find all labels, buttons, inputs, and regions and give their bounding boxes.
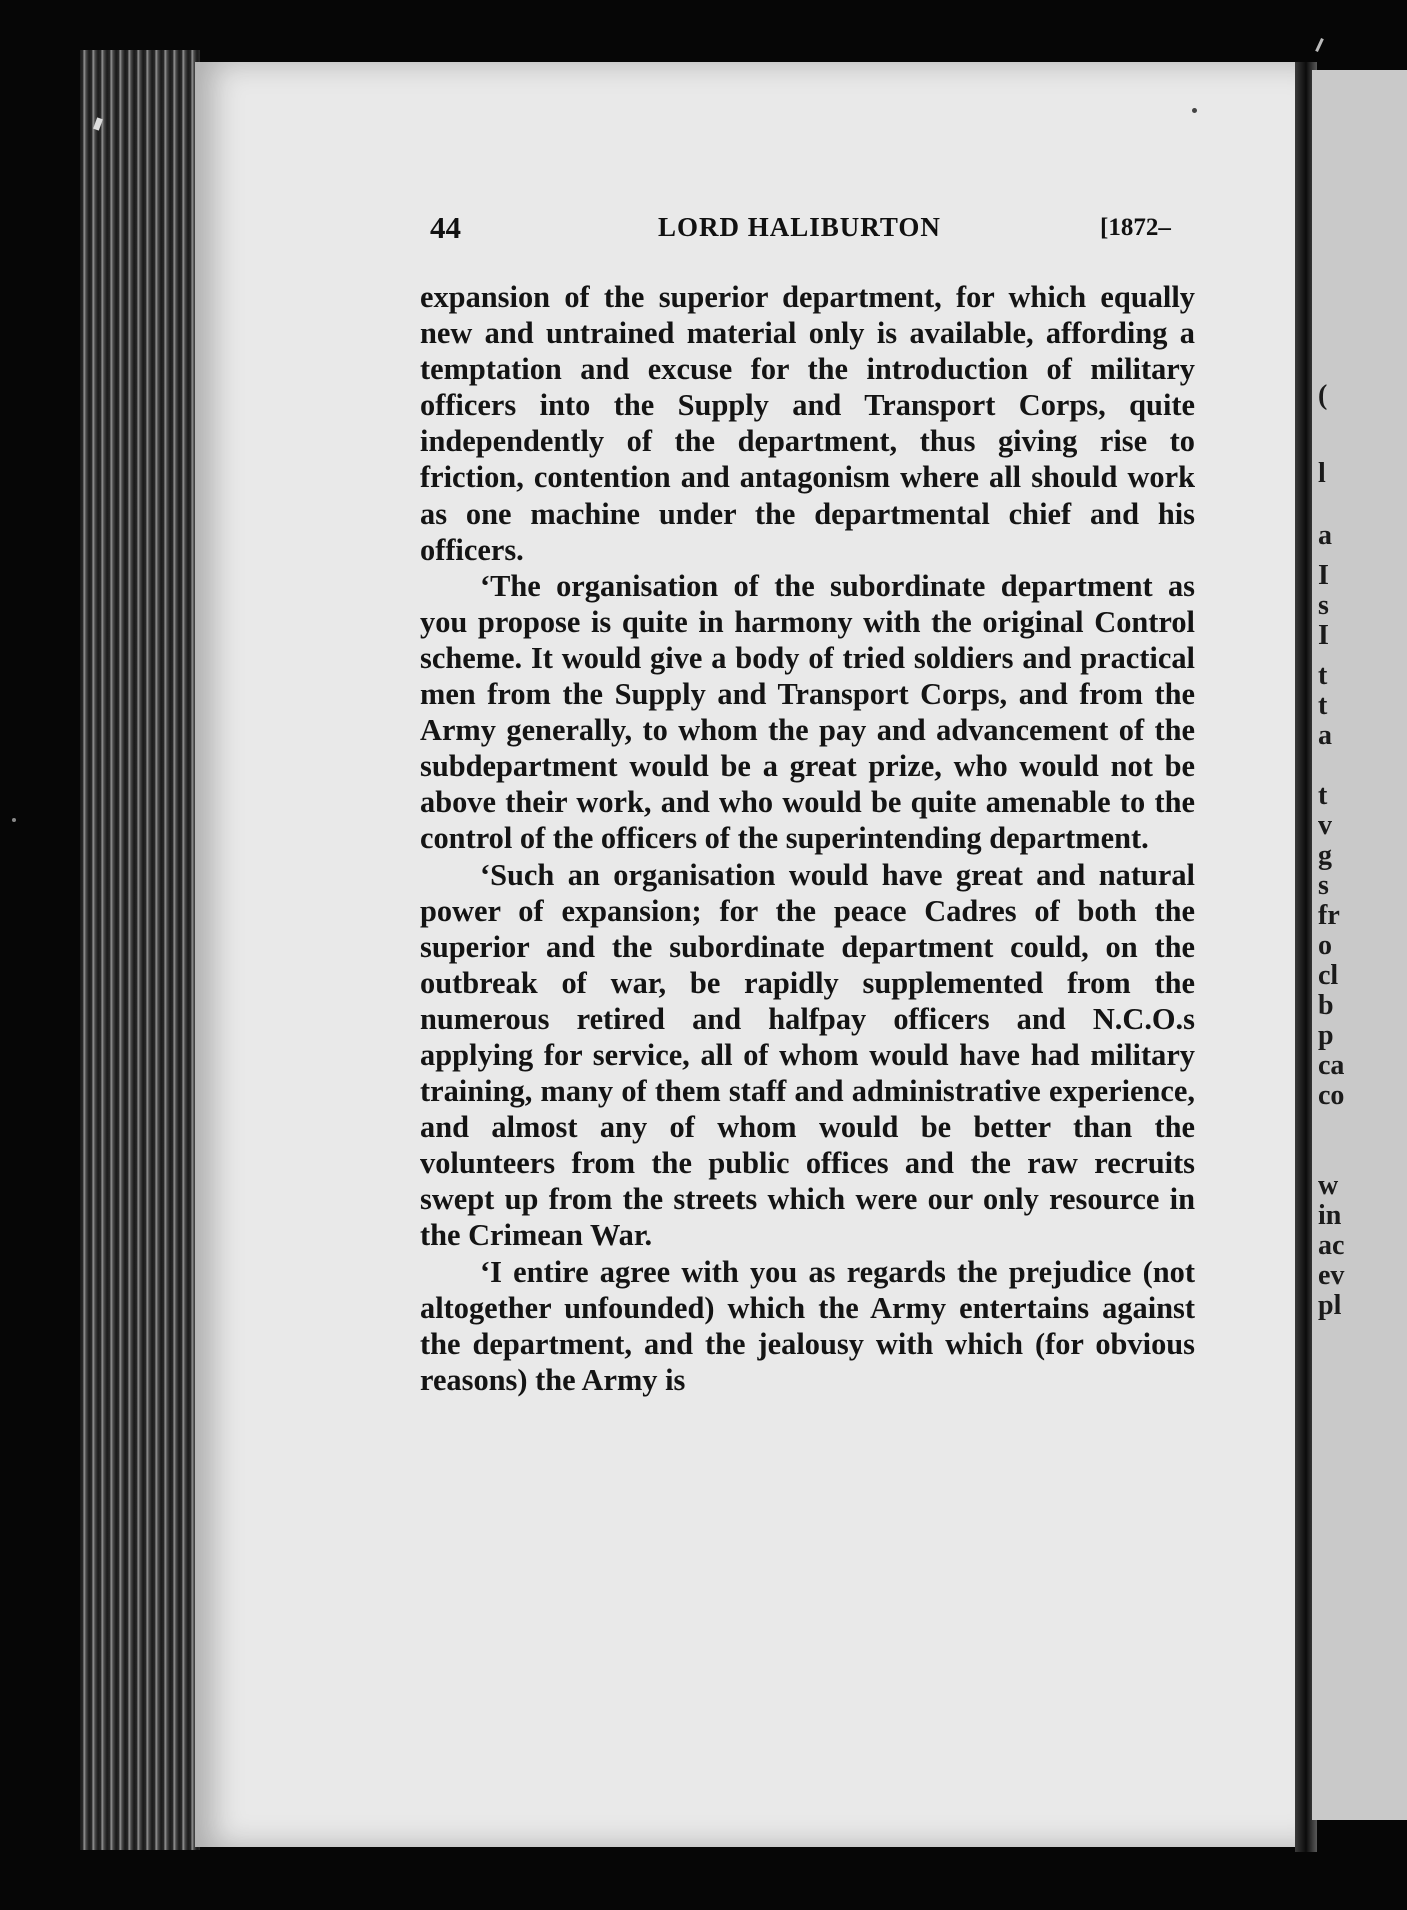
facing-page-text-fragment: o: [1318, 930, 1332, 961]
facing-page-text-fragment: p: [1318, 1020, 1334, 1051]
facing-page-text-fragment: I: [1318, 560, 1329, 591]
facing-page-text-fragment: I: [1318, 620, 1329, 651]
facing-page-text-fragment: s: [1318, 590, 1329, 621]
running-title: LORD HALIBURTON: [658, 212, 941, 242]
facing-page-text-fragment: t: [1318, 660, 1328, 691]
facing-page-text-fragment: v: [1318, 810, 1332, 841]
facing-page-text-fragment: g: [1318, 840, 1332, 871]
facing-page-text-fragment: (: [1318, 380, 1328, 411]
facing-page-text-fragment: cl: [1318, 960, 1339, 991]
page-number: 44: [430, 210, 461, 245]
facing-page-text-fragment: pl: [1318, 1290, 1342, 1321]
facing-page-text-fragment: fr: [1318, 900, 1340, 931]
scan-speck: [1192, 108, 1197, 113]
paragraph: ‘The organisation of the subordinate department as you propose is quite in harmony with the original Control scheme. It would give a body of tried soldiers and practical men from the Supply and Transport Corps, and from the Army generally, to whom the pay and advancement of the subdepartment would be a great prize, who would not be above their work, and who would be quite amenable to the control of the officers of the superintending department.: [420, 568, 1195, 856]
scan-speck: [12, 818, 16, 822]
facing-page-text-fragment: co: [1318, 1080, 1345, 1111]
facing-page-fragment: [1312, 70, 1407, 1820]
facing-page-text-fragment: ev: [1318, 1260, 1345, 1291]
body-text: [420, 279, 1195, 1398]
running-header: [430, 210, 1200, 250]
facing-page-text-fragment: a: [1318, 720, 1332, 751]
running-date: [1872–: [1100, 214, 1171, 241]
paragraph: ‘I entire agree with you as regards the prejudice (not altogether unfounded) which the Army entertains against the department, and the jealousy with which (for obvious reasons) the Army is: [420, 1254, 1195, 1397]
facing-page-text-fragment: b: [1318, 990, 1334, 1021]
facing-page-text-fragment: s: [1318, 870, 1329, 901]
paragraph: ‘Such an organisation would have great and natural power of expansion; for the peace Cadres of both the superior and the subordinate department could, on the outbreak of war, be rapidly supplemented from the numerous retired and halfpay officers and N.C.O.s applying for service, all of whom would have had military training, many of them staff and administrative experience, and almost any of whom would be better than the volunteers from the public offices and the raw recruits swept up from the streets which were our only resource in the Crimean War.: [420, 857, 1195, 1253]
facing-page-text-fragment: t: [1318, 690, 1328, 721]
facing-page-text-fragment: in: [1318, 1200, 1342, 1231]
facing-page-text-fragment: ac: [1318, 1230, 1345, 1261]
facing-page-text-fragment: a: [1318, 520, 1332, 551]
facing-page-text-fragment: ca: [1318, 1050, 1345, 1081]
facing-page-text-fragment: l: [1318, 458, 1326, 489]
facing-page-text-fragment: w: [1318, 1170, 1339, 1201]
paragraph: expansion of the superior department, for which equally new and untrained material only is available, affording a temptation and excuse for the introduction of military officers into the Supply and Transport Corps, quite independently of the department, thus giving rise to friction, contention and antagonism where all should work as one machine under the departmental chief and his officers.: [420, 280, 1195, 567]
book-page-edges: [80, 50, 200, 1850]
facing-page-text-fragment: t: [1318, 780, 1328, 811]
